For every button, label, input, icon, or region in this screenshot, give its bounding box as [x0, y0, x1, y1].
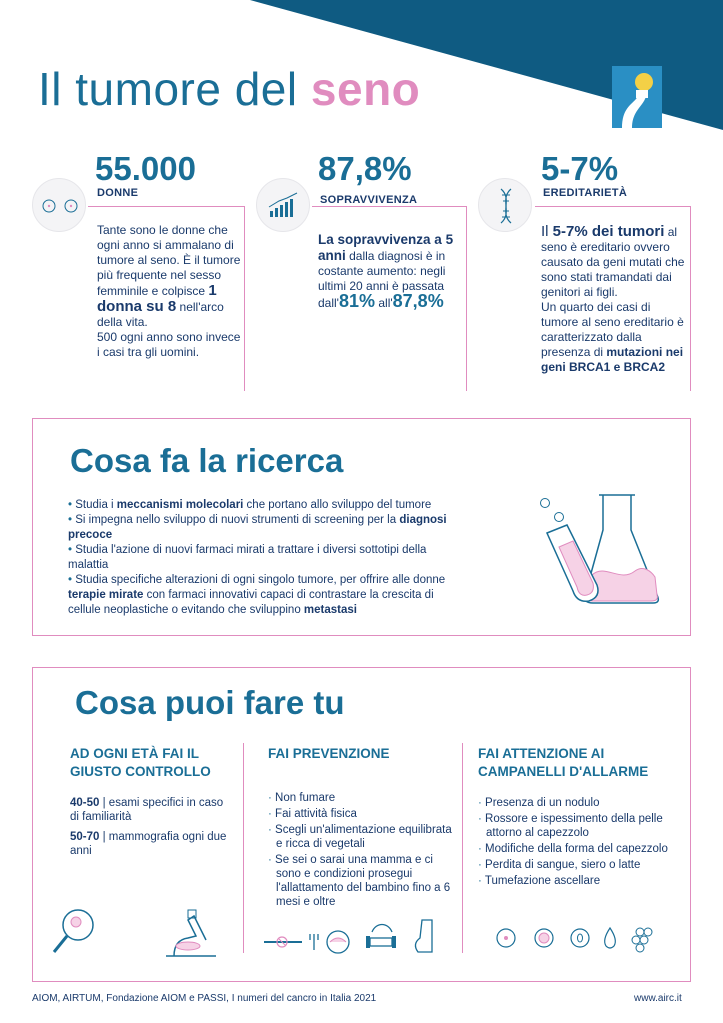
prevention-item: · Scegli un'alimentazione equilibrata e ricca di vegetali [268, 824, 452, 850]
stat-number-1: 55.000 [95, 150, 196, 187]
page-title [38, 62, 420, 116]
alarm-item: · Modifiche della forma del capezzolo [478, 843, 668, 855]
lifestyle-icons [262, 912, 447, 957]
check-row: 50-70 | mammografia ogni due anni [70, 831, 227, 857]
stat-number-3: 5-7% [541, 150, 619, 187]
prevention-item: · Non fumare [268, 792, 336, 804]
check-row: 40-50 | esami specifici in caso di familiarità [70, 797, 224, 823]
column-divider [462, 743, 463, 953]
alarm-item: · Rossore e ispessimento della pelle attorno al capezzolo [478, 813, 663, 839]
stat-label-2: SOPRAVVIVENZA [320, 194, 418, 206]
research-item: • Studia i meccanismi molecolari che portano allo sviluppo del tumore [68, 499, 432, 511]
research-item: • Studia l'azione di nuovi farmaci mirati a trattare i diversi sottotipi della malattia [68, 544, 427, 571]
stat-text-3: Il 5-7% dei tumori al seno è ereditario ovvero causato da geni mutati che sono stati tramandati dai genitori ai figli. Un quarto dei casi di tumore al seno ereditario è caratterizzato dalla presenza di mutazioni nei geni BRCA1 e BRCA2 [541, 223, 685, 374]
footer-source: AIOM, AIRTUM, Fondazione AIOM e PASSI, I numeri del cancro in Italia 2021 [32, 993, 377, 1004]
column-divider [243, 743, 244, 953]
actions-title: Cosa puoi fare tu [75, 684, 345, 721]
dna-icon [478, 178, 532, 232]
check-column-title: AD OGNI ETÀ FAI IL GIUSTO CONTROLLO [70, 746, 211, 779]
research-item: • Studia specifiche alterazioni di ogni singolo tumore, per offrire alle donne terapie mirate con farmaci innovativi capaci di contrastare la crescita di cellule neoplastiche o evitando che sviluppino metastasi [68, 574, 446, 616]
stat-label-1: DONNE [97, 187, 139, 199]
stat-text-2: La sopravvivenza a 5 anni dalla diagnosi è in costante aumento: negli ultimi 20 anni è passata dall'81% all'87,8% [318, 232, 454, 311]
symptom-icons [488, 920, 668, 956]
stat-number-2: 87,8% [318, 150, 412, 187]
growth-chart-icon [256, 178, 310, 232]
airc-logo-text: AIRC [616, 134, 658, 149]
title-main: Il tumore del [38, 63, 311, 115]
alarm-list [478, 796, 668, 888]
prevention-item: · Se sei o sarai una mamma e ci sono e condizioni prosegui l'allattamento del bambino fino a 6 mesi e oltre [268, 854, 451, 908]
research-list [68, 498, 453, 618]
stat-text-1: Tante sono le donne che ogni anno si ammalano di tumore al seno. È il tumore più frequente nel sesso femminile e colpisce 1 donna su 8 nell'arco della vita. 500 ogni anno sono invece i casi tra gli uomini. [97, 223, 241, 359]
footer-link[interactable]: www.airc.it [634, 993, 682, 1004]
prevention-column-title: FAI PREVENZIONE [268, 746, 390, 761]
airc-logo-icon [612, 66, 662, 128]
alarm-item: · Perdita di sangue, siero o latte [478, 859, 641, 871]
magnifier-microscope-icon [48, 900, 228, 965]
prevention-list [268, 791, 458, 909]
breast-icon [32, 178, 86, 232]
alarm-item: · Presenza di un nodulo [478, 797, 600, 809]
title-highlight: seno [310, 63, 421, 115]
airc-logo [612, 66, 662, 149]
stat-label-3: EREDITARIETÀ [543, 187, 628, 199]
alarm-column-title: FAI ATTENZIONE AI CAMPANELLI D'ALLARME [478, 746, 649, 779]
check-column-body [70, 796, 230, 858]
prevention-item: · Fai attività fisica [268, 808, 357, 820]
research-item: • Si impegna nello sviluppo di nuovi strumenti di screening per la diagnosi precoce [68, 514, 447, 541]
alarm-item: · Tumefazione ascellare [478, 875, 601, 887]
research-title: Cosa fa la ricerca [70, 442, 344, 479]
flask-icon [535, 485, 665, 610]
